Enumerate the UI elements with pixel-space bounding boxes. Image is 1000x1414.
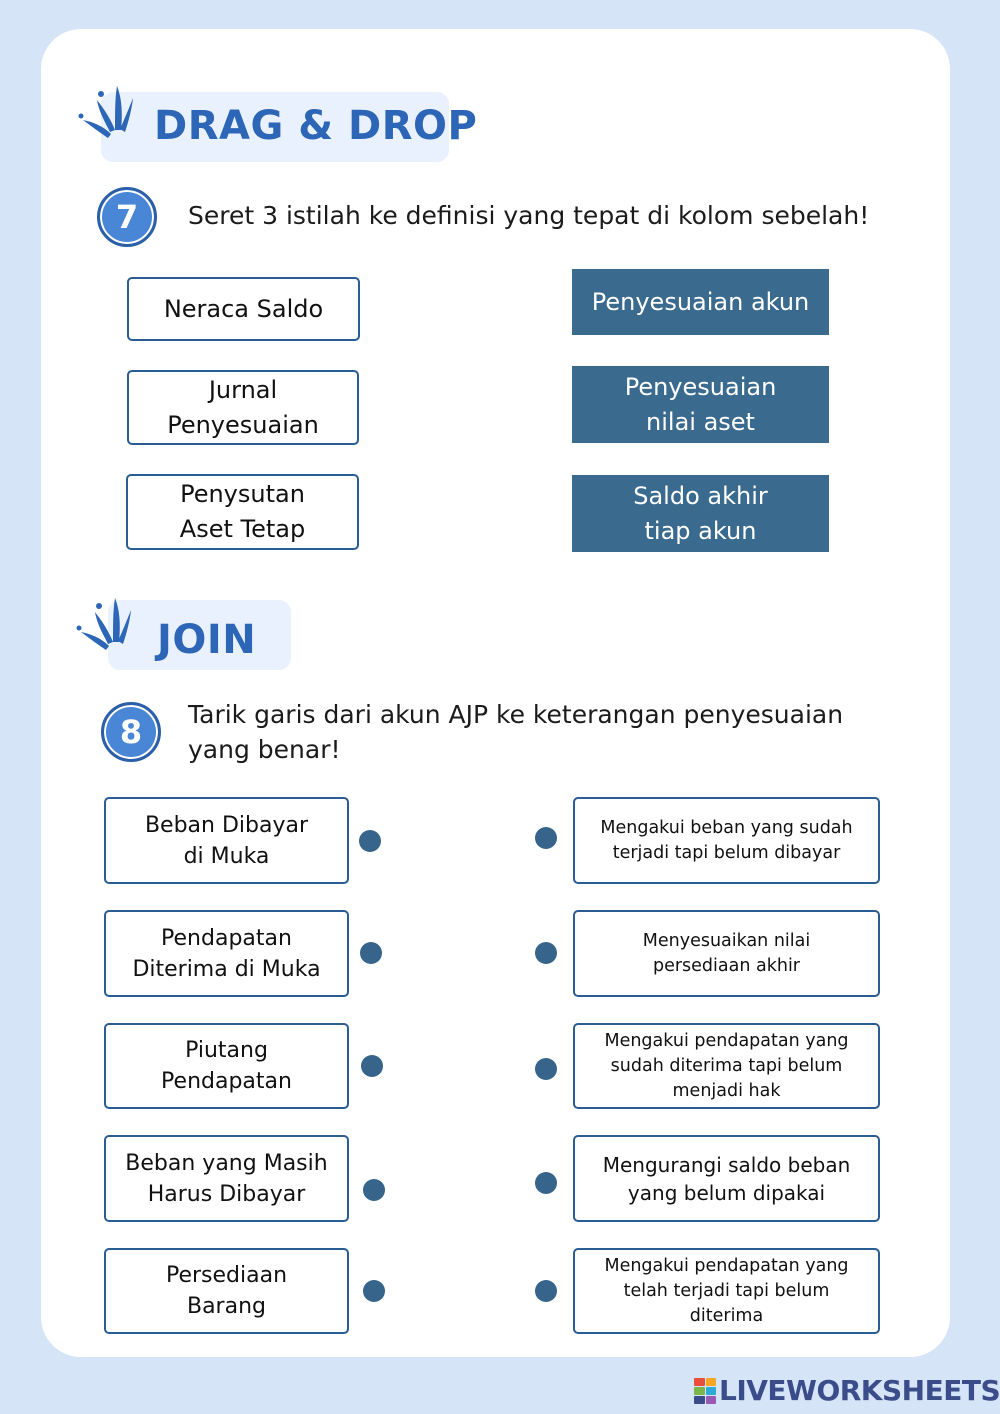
- join-left-dot-4[interactable]: [363, 1179, 385, 1201]
- section-title-join: JOIN: [157, 617, 257, 663]
- section-title-drag-drop: DRAG & DROP: [154, 103, 478, 149]
- join-right-item-5: Mengakui pendapatan yang telah terjadi tapi belum diterima: [573, 1248, 880, 1334]
- join-left-item-4: Beban yang Masih Harus Dibayar: [104, 1135, 349, 1222]
- join-left-dot-1[interactable]: [359, 830, 381, 852]
- splash-icon: [77, 82, 149, 144]
- join-right-dot-2[interactable]: [535, 942, 557, 964]
- join-right-dot-5[interactable]: [535, 1280, 557, 1302]
- join-left-dot-2[interactable]: [360, 942, 382, 964]
- draggable-definition-3[interactable]: Saldo akhir tiap akun: [572, 475, 829, 552]
- question-number-badge: 8: [101, 702, 161, 762]
- liveworksheets-logo: [694, 1374, 1000, 1407]
- question-text: Tarik garis dari akun AJP ke keterangan penyesuaian yang benar!: [188, 700, 844, 764]
- liveworksheets-brand: LIVEWORKSHEETS: [719, 1374, 1000, 1407]
- join-right-dot-3[interactable]: [535, 1058, 557, 1080]
- join-right-item-3: Mengakui pendapatan yang sudah diterima tapi belum menjadi hak: [573, 1023, 880, 1109]
- draggable-definition-2[interactable]: Penyesuaian nilai aset: [572, 366, 829, 443]
- question-text: Seret 3 istilah ke definisi yang tepat di kolom sebelah!: [188, 201, 870, 230]
- join-left-item-5: Persediaan Barang: [104, 1248, 349, 1334]
- liveworksheets-icon: [694, 1378, 716, 1404]
- term-box-3: Penysutan Aset Tetap: [126, 474, 359, 550]
- join-left-item-1: Beban Dibayar di Muka: [104, 797, 349, 884]
- term-box-1: Neraca Saldo: [127, 277, 360, 341]
- join-right-item-1: Mengakui beban yang sudah terjadi tapi belum dibayar: [573, 797, 880, 884]
- join-left-item-3: Piutang Pendapatan: [104, 1023, 349, 1109]
- draggable-definition-1[interactable]: Penyesuaian akun: [572, 269, 829, 335]
- term-box-2: Jurnal Penyesuaian: [127, 370, 359, 445]
- splash-icon: [75, 594, 147, 656]
- join-right-item-4: Mengurangi saldo beban yang belum dipakai: [573, 1135, 880, 1222]
- join-right-dot-4[interactable]: [535, 1172, 557, 1194]
- question-number-badge: 7: [97, 187, 157, 247]
- join-left-dot-3[interactable]: [361, 1055, 383, 1077]
- join-left-item-2: Pendapatan Diterima di Muka: [104, 910, 349, 997]
- join-left-dot-5[interactable]: [363, 1280, 385, 1302]
- join-right-item-2: Menyesuaikan nilai persediaan akhir: [573, 910, 880, 997]
- join-right-dot-1[interactable]: [535, 827, 557, 849]
